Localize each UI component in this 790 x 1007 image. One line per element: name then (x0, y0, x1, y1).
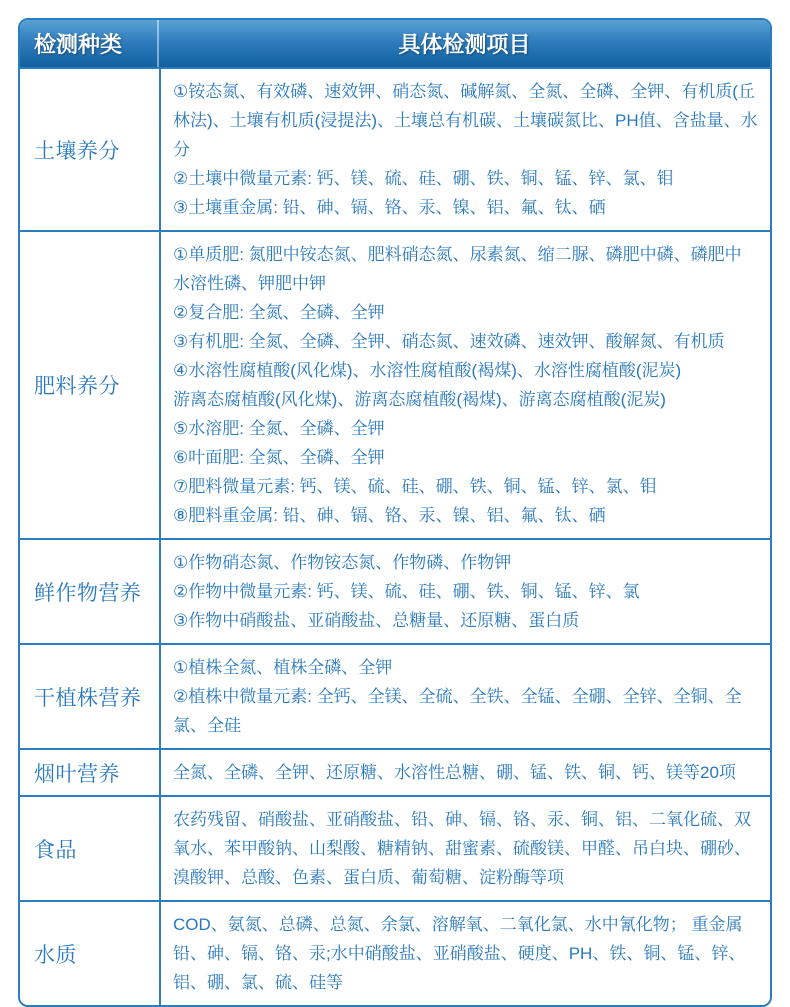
item-line: 游离态腐植酸(风化煤)、游离态腐植酸(褐煤)、游离态腐植酸(泥炭) (173, 390, 666, 409)
table-row-water (20, 900, 770, 1005)
item-line: ②复合肥: 全氮、全磷、全钾 (173, 303, 385, 322)
category-cell: 鲜作物营养 (34, 581, 142, 605)
item-line: ③作物中硝酸盐、亚硝酸盐、总糖量、还原糖、蛋白质 (173, 611, 580, 630)
table-row-tobacco (20, 748, 770, 795)
category-cell: 肥料养分 (34, 375, 120, 398)
item-line: ③有机肥: 全氮、全磷、全钾、硝态氮、速效磷、速效钾、酸解氮、有机质 (173, 332, 725, 351)
item-line: ④水溶性腐植酸(风化煤)、水溶性腐植酸(褐煤)、水溶性腐植酸(泥炭) (173, 361, 682, 380)
item-line: ①作物硝态氮、作物铵态氮、作物磷、作物钾 (173, 553, 512, 572)
table-row-dry-plant (20, 643, 770, 748)
item-line: ⑥叶面肥: 全氮、全磷、全钾 (173, 448, 385, 467)
items-cell (159, 645, 770, 748)
category-cell: 土壤养分 (34, 139, 120, 163)
item-line: ③土壤重金属: 铅、砷、镉、铬、汞、镍、铝、氟、钛、硒 (173, 198, 606, 217)
item-line: ①铵态氮、有效磷、速效钾、硝态氮、碱解氮、全氮、全磷、全钾、有机质(丘林法)、土壤有机质(浸提法)、土壤总有机碳、土壤碳氮比、PH值、含盐量、水分 (173, 82, 758, 159)
items-cell (159, 750, 770, 795)
item-line: ⑧肥料重金属: 铅、砷、镉、铬、汞、镍、铝、氟、钛、硒 (173, 506, 606, 525)
category-cell: 烟叶营养 (34, 762, 120, 786)
item-line: ②植株中微量元素: 全钙、全镁、全硫、全铁、全锰、全硼、全锌、全铜、全氯、全硅 (173, 687, 742, 735)
table-row-food (20, 795, 770, 900)
table-row-fresh-crop (20, 538, 770, 643)
item-line: ①植株全氮、植株全磷、全钾 (173, 658, 393, 677)
item-line: ①单质肥: 氮肥中铵态氮、肥料硝态氮、尿素氮、缩二脲、磷肥中磷、磷肥中水溶性磷、钾肥中钾 (173, 245, 742, 293)
item-line: ⑦肥料微量元素: 钙、镁、硫、硅、硼、铁、铜、锰、锌、氯、钼 (173, 477, 657, 496)
category-cell: 干植株营养 (34, 686, 142, 710)
item-line: 全氮、全磷、全钾、还原糖、水溶性总糖、硼、锰、铁、铜、钙、镁等20项 (173, 763, 736, 782)
item-line: ②土壤中微量元素: 钙、镁、硫、硅、硼、铁、铜、锰、锌、氯、钼 (173, 169, 674, 188)
items-cell (159, 540, 770, 643)
category-cell: 食品 (34, 838, 77, 862)
items-cell (159, 232, 770, 538)
table-row-soil (20, 67, 770, 230)
item-line: COD、氨氮、总磷、总氮、余氯、溶解氧、二氧化氯、水中氰化物； 重金属铅、砷、镉、铬、汞;水中硝酸盐、亚硝酸盐、硬度、PH、铁、铜、锰、锌、铝、硼、氯、硫、硅等 (173, 915, 746, 992)
item-line: ②作物中微量元素: 钙、镁、硫、硅、硼、铁、铜、锰、锌、氯 (173, 582, 640, 601)
items-cell (159, 902, 770, 1005)
category-cell: 水质 (34, 943, 77, 967)
table-row-fertilizer (20, 230, 770, 538)
detection-table (18, 18, 772, 1007)
items-cell (159, 69, 770, 230)
item-line: ⑤水溶肥: 全氮、全磷、全钾 (173, 419, 385, 438)
table-header (20, 20, 770, 67)
header-items: 具体检测项目 (398, 32, 531, 57)
header-category: 检测种类 (20, 20, 159, 67)
item-line: 农药残留、硝酸盐、亚硝酸盐、铅、砷、镉、铬、汞、铜、铝、二氧化硫、双氧水、苯甲酸钠、山梨酸、糖精钠、甜蜜素、硫酸镁、甲醛、吊白块、硼砂、溴酸钾、总酸、色素、蛋白质、葡萄糖、淀粉酶等项 (173, 810, 751, 887)
items-cell (159, 797, 770, 900)
